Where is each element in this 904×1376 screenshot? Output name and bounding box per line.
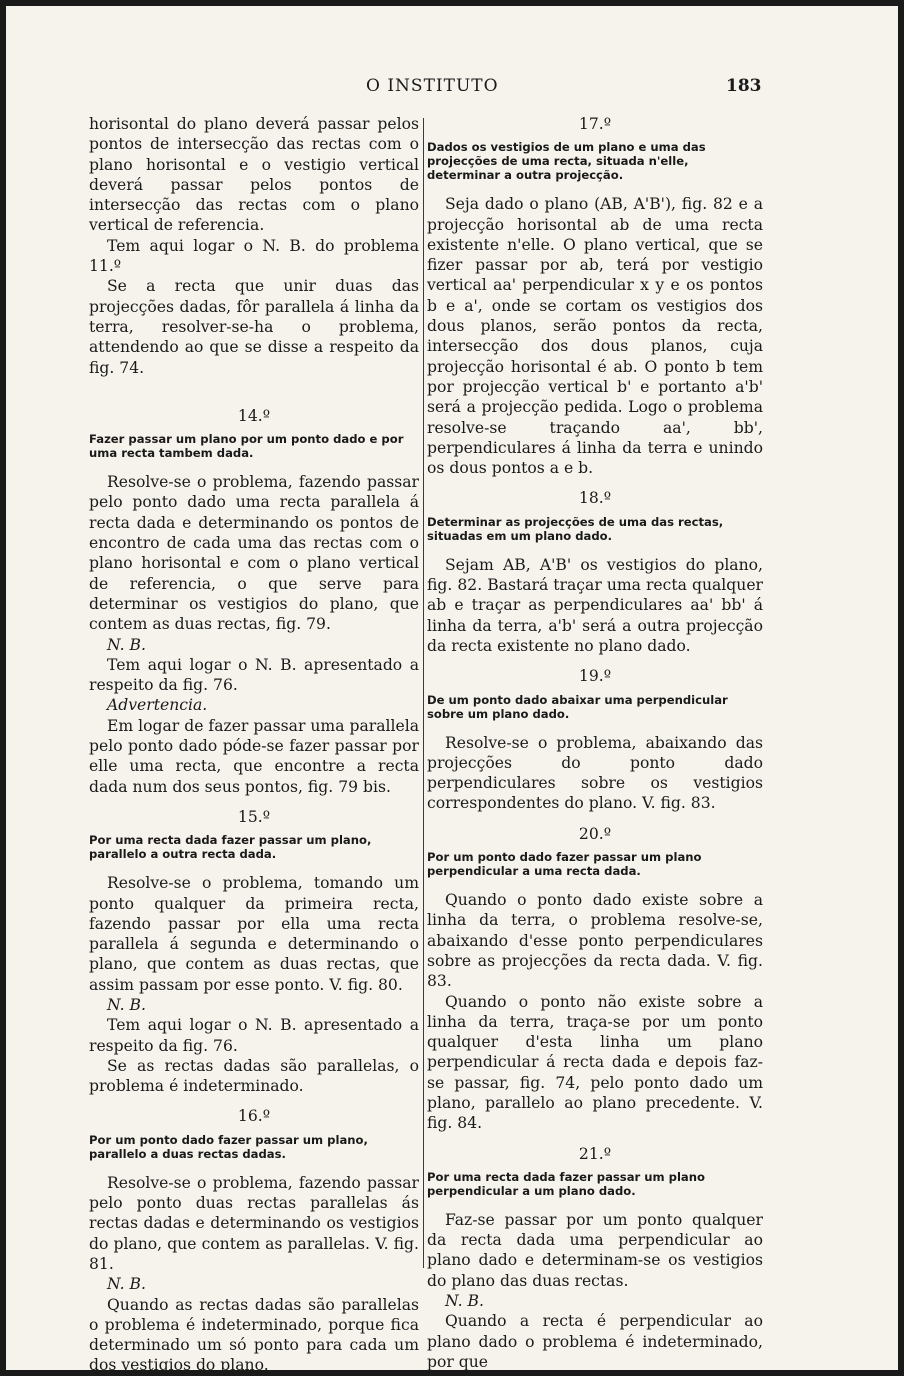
section-heading: Por um ponto dado fazer passar um plano, parallelo a duas rectas dadas. (89, 1132, 368, 1161)
section-number: 18.º (578, 489, 612, 508)
paragraph: Quando a recta é perpendicular ao plano dado o problema é indeterminado, por que (427, 1312, 763, 1371)
nota-bene: N. B. (445, 1292, 484, 1311)
paragraph: Resolve-se o problema, fazendo passar pelo ponto dado uma recta parallela á recta dada e determinando os pontos de encontro de cada uma das rectas com o plano horisontal e com o plano vertical de referencia, o que serve para determinar os vestigios do plano, que contem as duas rectas, fig. 79. (89, 473, 419, 634)
paragraph: Quando o ponto não existe sobre a linha da terra, traça-se por um ponto qualquer d'esta linha um plano perpendicular á recta dada e depois faz-se passar, fig. 74, pelo ponto dado um plano, parallelo ao plano precedente. V. fig. 84. (427, 992, 763, 1133)
section-heading: Fazer passar um plano por um ponto dado e por uma recta tambem dada. (89, 432, 404, 461)
paragraph: Faz-se passar por um ponto qualquer da recta dada uma perpendicular ao plano dado e determinam-se os vestigios do plano das duas rectas. (427, 1210, 763, 1290)
paragraph: Tem aqui logar o N. B. do problema 11.º (89, 236, 419, 276)
paragraph: Tem aqui logar o N. B. apresentado a respeito da fig. 76. (89, 655, 419, 695)
section-number: 20.º (578, 824, 612, 843)
paragraph: Se as rectas dadas são parallelas, o problema é indeterminado. (89, 1056, 419, 1096)
left-column (89, 114, 419, 1376)
paragraph: Resolve-se o problema, fazendo passar pelo ponto duas rectas parallelas ás rectas dadas e determinando os vestigios do plano, que contem as parallelas. V. fig. 81. (89, 1173, 419, 1273)
advertencia-label: Advertencia. (107, 696, 208, 715)
section-number: 16.º (237, 1107, 271, 1126)
section-number: 17.º (578, 115, 612, 133)
page-number: 183 (726, 76, 762, 96)
section-heading: Por um ponto dado fazer passar um plano perpendicular a uma recta dada. (427, 850, 702, 879)
paragraph: Seja dado o plano (AB, A'B'), fig. 82 e a projecção horisontal ab de uma recta existente n'elle. O plano vertical, que se fizer passar por ab, terá por vestigio vertical aa' perpendicular x y e os pontos b e a', onde se cortam os vestigios dos dous planos, serão pontos da recta, intersecção dos dous planos, cuja projecção horisontal é ab. O ponto b tem por projecção vertical b' e portanto a'b' será a projecção pedida. Logo o problema resolve-se traçando aa', bb', perpendiculares á linha da terra e unindo os dous pontos a e b. (427, 195, 763, 478)
section-heading: Por uma recta dada fazer passar um plano perpendicular a um plano dado. (427, 1169, 705, 1198)
book-page (6, 6, 898, 1375)
nota-bene: N. B. (107, 1275, 146, 1294)
column-divider (423, 118, 424, 1268)
paragraph: Quando as rectas dadas são parallelas o problema é indeterminado, porque fica determinado um só ponto para cada um dos vestigios do plano. (89, 1295, 419, 1375)
section-heading: Determinar as projecções de uma das rectas, situadas em um plano dado. (427, 514, 724, 543)
section-number: 14.º (237, 406, 271, 425)
section-heading: Por uma recta dada fazer passar um plano, parallelo a outra recta dada. (89, 833, 372, 862)
paragraph: Sejam AB, A'B' os vestigios do plano, fig. 82. Bastará traçar uma recta qualquer ab e traçar as perpendiculares aa' bb' á linha da terra, a'b' será a outra projecção da recta existente no plano dado. (427, 555, 763, 655)
nota-bene: N. B. (107, 995, 146, 1014)
paragraph: horisontal do plano deverá passar pelos pontos de intersecção das rectas com o plano horisontal e o vestigio vertical deverá passar pelos pontos de intersecção das rectas com o plano vertical de referencia. (89, 115, 419, 235)
paragraph: Tem aqui logar o N. B. apresentado a respeito da fig. 76. (89, 1016, 419, 1055)
paragraph: Se a recta que unir duas das projecções dadas, fôr parallela á linha da terra, resolver-se-ha o problema, attendendo ao que se disse a respeito da fig. 74. (89, 277, 419, 377)
section-heading: De um ponto dado abaixar uma perpendicular sobre um plano dado. (427, 692, 728, 721)
section-number: 19.º (578, 667, 612, 686)
section-number: 21.º (578, 1144, 612, 1163)
section-number: 15.º (237, 807, 271, 826)
section-heading: Dados os vestigios de um plano e uma das projecções de uma recta, situada n'elle, determinar a outra projecção. (427, 140, 706, 183)
page-header (6, 76, 898, 102)
running-title: O INSTITUTO (366, 76, 499, 96)
paragraph: Resolve-se o problema, abaixando das projecções do ponto dado perpendiculares sobre os vestigios correspondentes do plano. V. fig. 83. (427, 733, 763, 813)
paragraph: Em logar de fazer passar uma parallela pelo ponto dado póde-se fazer passar por elle uma recta, que encontre a recta dada num dos seus pontos, fig. 79 bis. (89, 716, 419, 796)
nota-bene: N. B. (107, 635, 146, 654)
paragraph: Quando o ponto dado existe sobre a linha da terra, o problema resolve-se, abaixando d'esse ponto perpendiculares sobre as projecções da recta dada. V. fig. 83. (427, 891, 763, 991)
right-column (427, 114, 763, 1372)
paragraph: Resolve-se o problema, tomando um ponto qualquer da primeira recta, fazendo passar por ella uma recta parallela á segunda e determinando o plano, que contem as duas rectas, que assim passam por esse ponto. V. fig. 80. (89, 874, 419, 994)
